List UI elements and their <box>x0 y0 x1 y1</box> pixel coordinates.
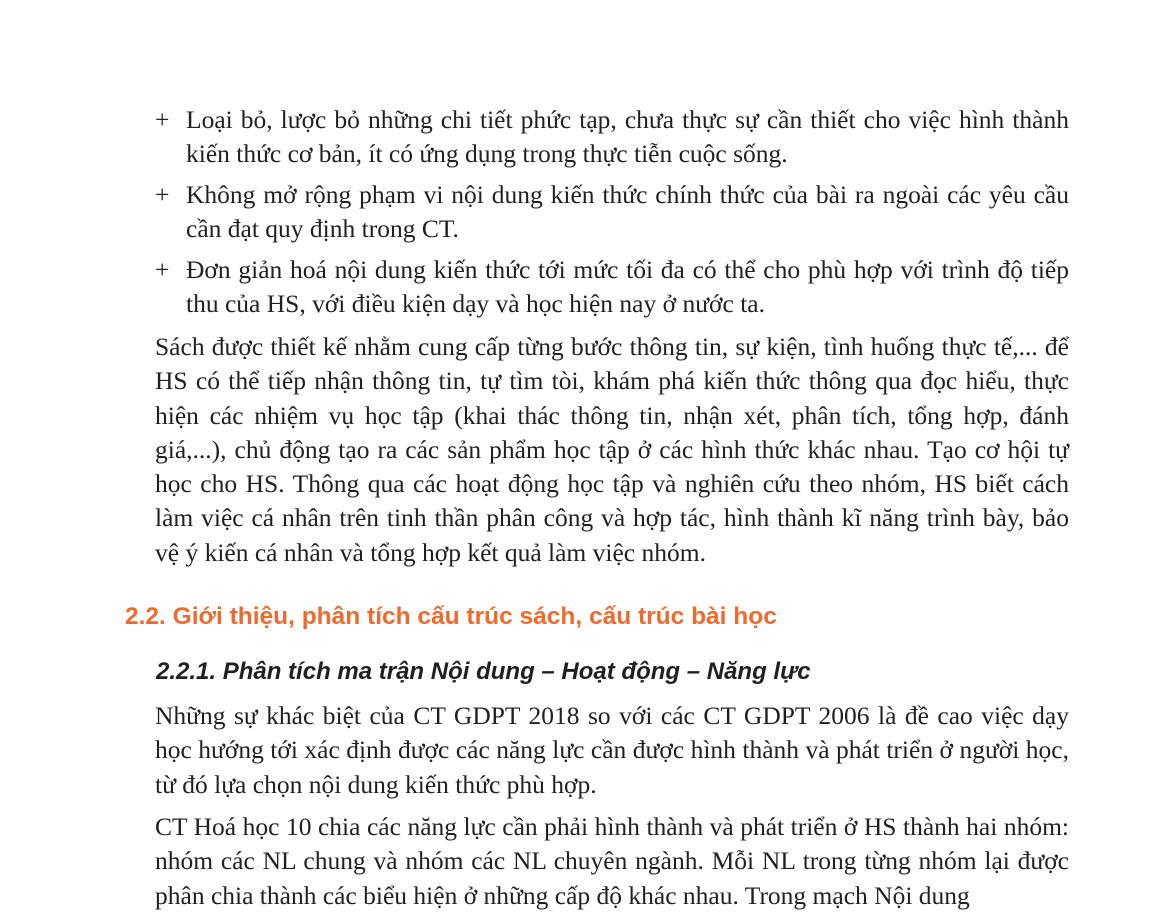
chemistry-paragraph: CT Hoá học 10 chia các năng lực cần phải hình thành và phát triển ở HS thành hai nhóm: nhóm các NL chung và nhóm các NL chuyên ngành. Mỗi NL trong từng nhóm lại được phân chia thành các biểu hiện ở những cấp độ khác nhau. Trong mạch Nội dung <box>155 812 1069 910</box>
subsection-heading: 2.2.1. Phân tích ma trận Nội dung – Hoạt động – Năng lực <box>156 658 811 685</box>
bullet-text: Không mở rộng phạm vi nội dung kiến thức chính thức của bài ra ngoài các yêu cầu cần đạt quy định trong CT. <box>186 180 1069 244</box>
bullet-marker: + <box>155 180 170 209</box>
design-paragraph: Sách được thiết kế nhằm cung cấp từng bước thông tin, sự kiện, tình huống thực tế,... để HS có thể tiếp nhận thông tin, tự tìm tòi, khám phá kiến thức thông qua đọc hiểu, thực hiện các nhiệm vụ học tập (khai thác thông tin, nhận xét, phân tích, tổng hợp, đánh giá,...), chủ động tạo ra các sản phẩm học tập ở các hình thức khác nhau. Tạo cơ hội tự học cho HS. Thông qua các hoạt động học tập và nghiên cứu theo nhóm, HS biết cách làm việc cá nhân trên tinh thần phân công và hợp tác, hình thành kĩ năng trình bày, bảo vệ ý kiến cá nhân và tổng hợp kết quả làm việc nhóm. <box>155 332 1069 567</box>
bullet-marker: + <box>155 255 170 284</box>
section-heading: 2.2. Giới thiệu, phân tích cấu trúc sách, cấu trúc bài học <box>125 603 777 630</box>
bullet-text: Đơn giản hoá nội dung kiến thức tới mức tối đa có thể cho phù hợp với trình độ tiếp thu của HS, với điều kiện dạy và học hiện nay ở nước ta. <box>186 255 1069 319</box>
differences-paragraph: Những sự khác biệt của CT GDPT 2018 so với các CT GDPT 2006 là đề cao việc dạy học hướng tới xác định được các năng lực cần được hình thành và phát triển ở người học, từ đó lựa chọn nội dung kiến thức phù hợp. <box>155 701 1069 799</box>
bullet-marker: + <box>155 105 170 134</box>
bullet-text: Loại bỏ, lược bỏ những chi tiết phức tạp, chưa thực sự cần thiết cho việc hình thành kiến thức cơ bản, ít có ứng dụng trong thực tiễn cuộc sống. <box>186 105 1069 169</box>
